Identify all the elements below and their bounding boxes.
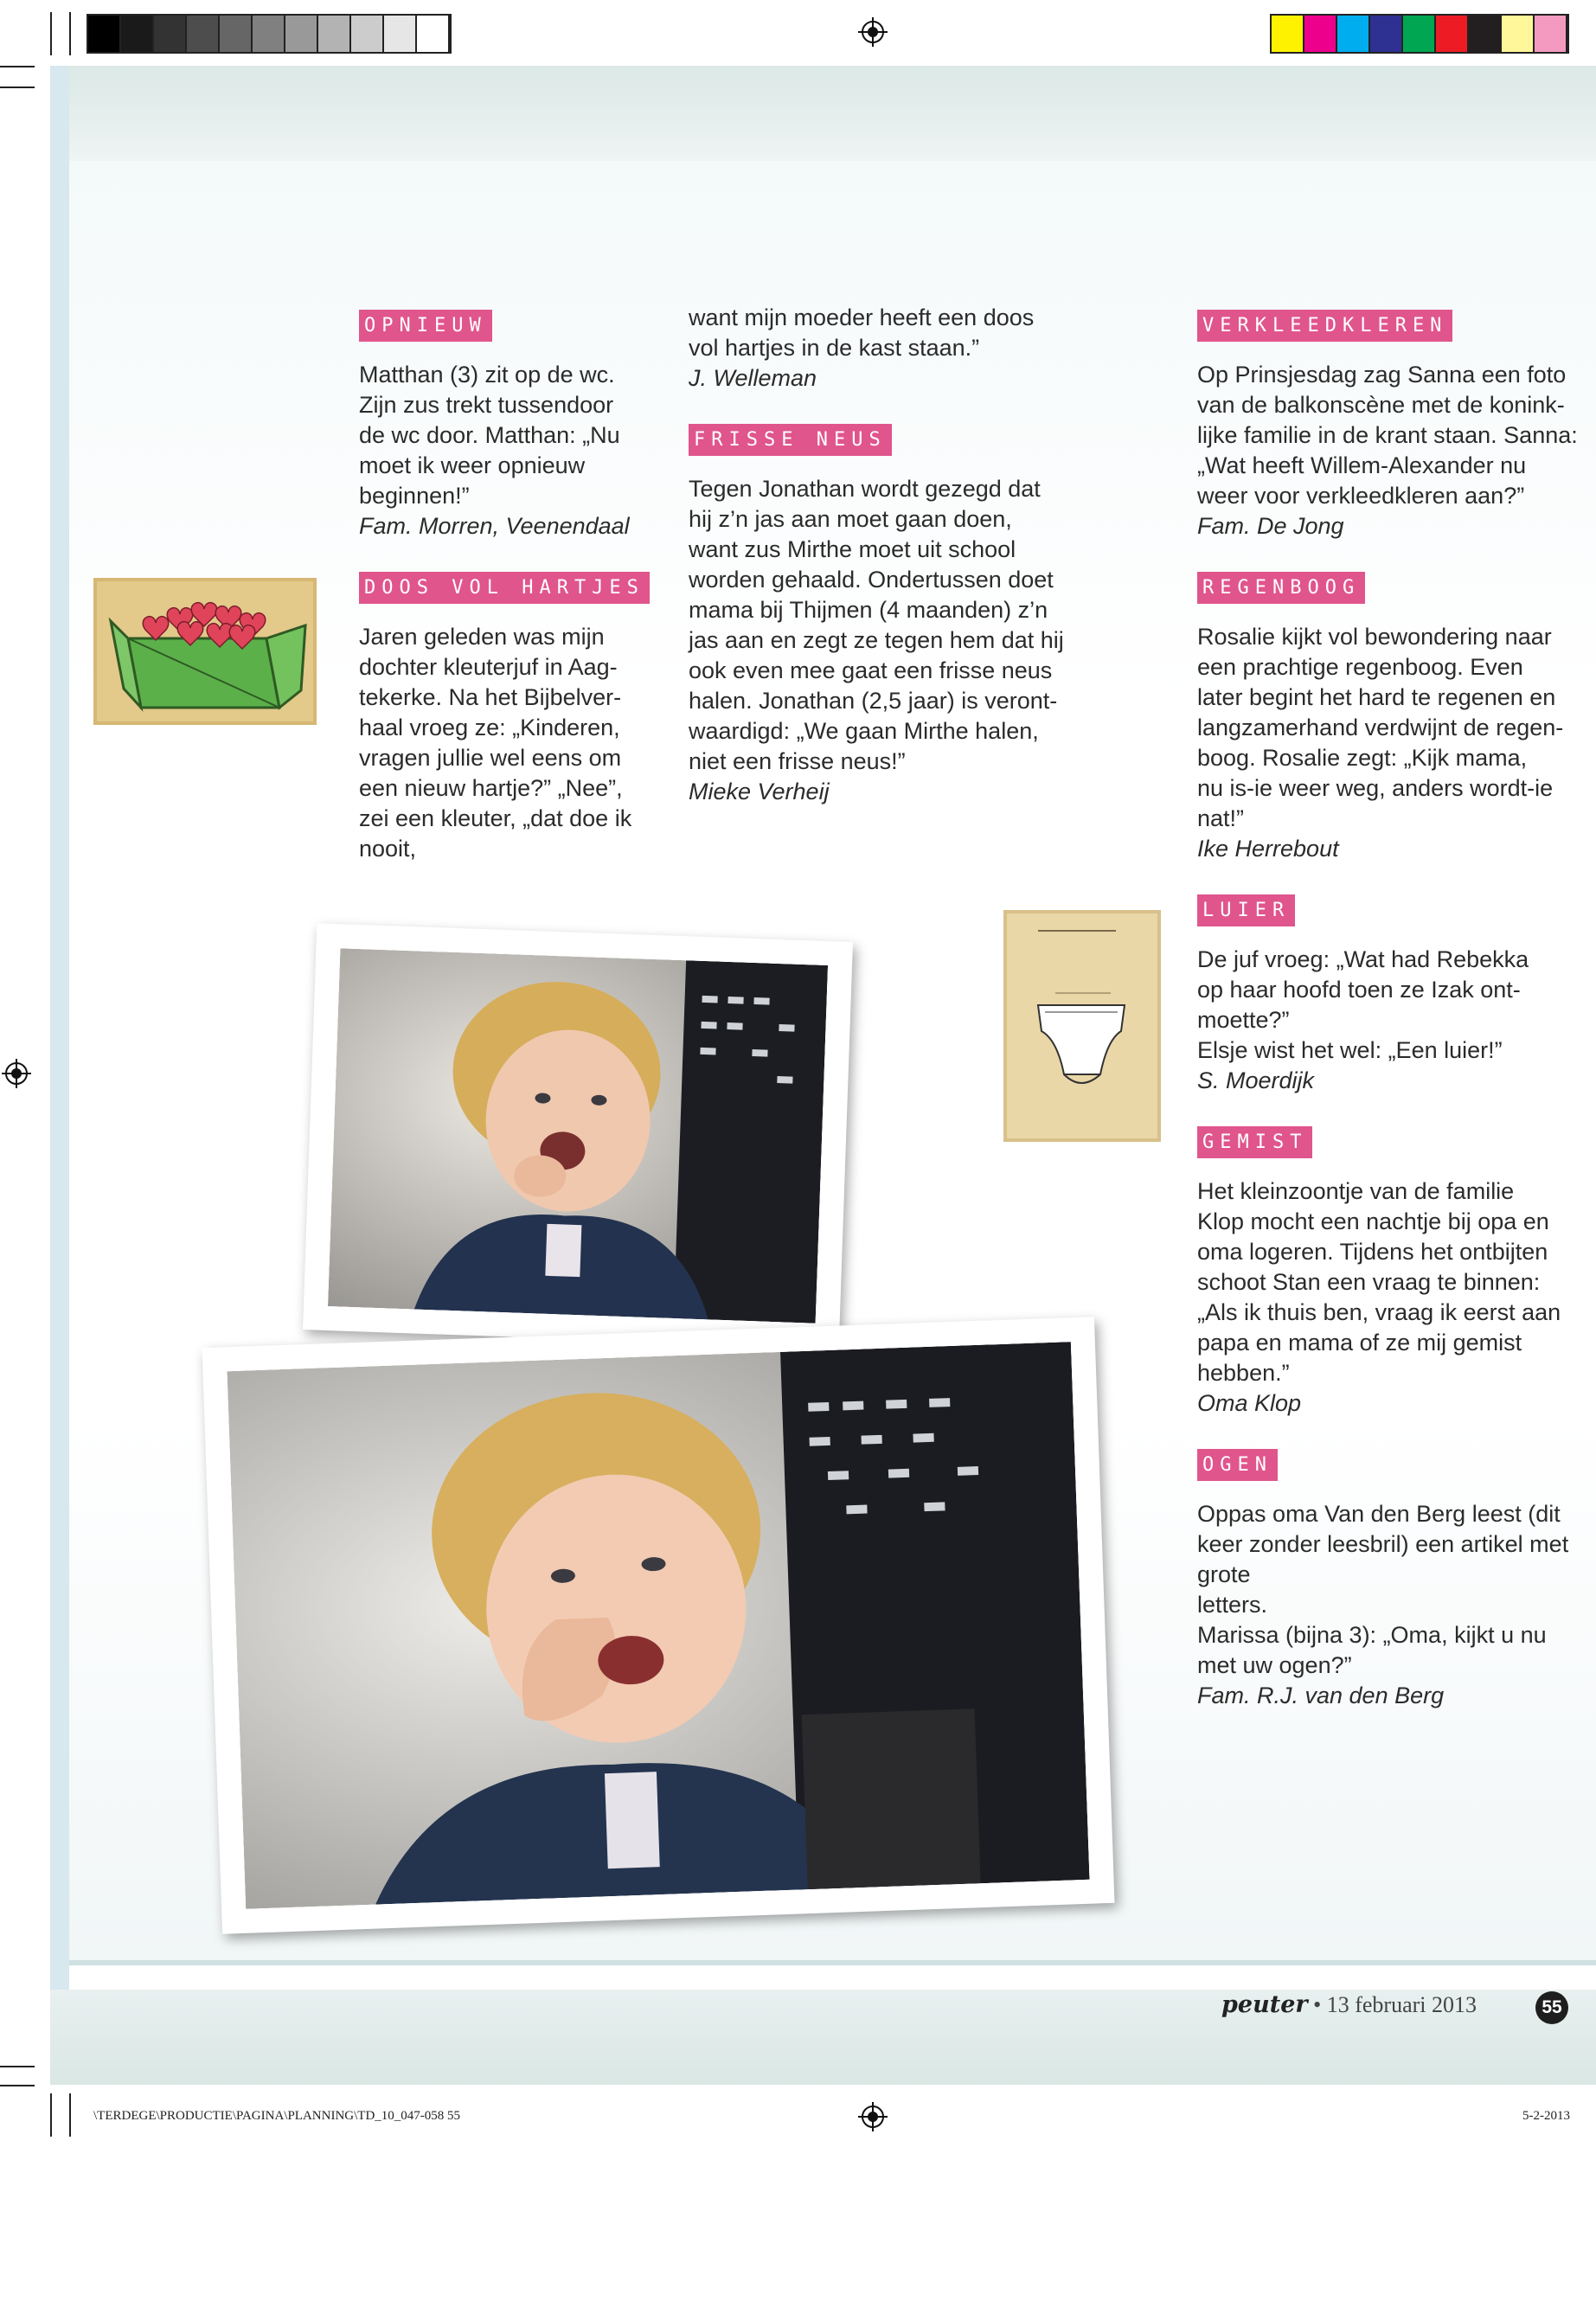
column-2 (689, 303, 1069, 836)
article-line: tekerke. Na het Bijbelver- (359, 684, 622, 710)
article-line: weer voor verkleedkleren aan?” (1197, 483, 1525, 509)
article-signature: S. Moerdijk (1197, 1067, 1315, 1093)
footer-rule (69, 1960, 1596, 1965)
toddler-photo (227, 1342, 1089, 1909)
article-line: worden gehaald. Ondertussen doet (689, 567, 1054, 593)
article-line: moette?” (1197, 1007, 1290, 1033)
crop-mark (69, 2093, 71, 2137)
article-line: Op Prinsjesdag zag Sanna een foto (1197, 362, 1567, 388)
article-line: een prachtige regenboog. Even (1197, 654, 1523, 680)
color-swatch (384, 16, 417, 52)
cmyk-color-bar (1270, 14, 1569, 54)
color-swatch (1403, 16, 1436, 52)
color-swatch (1337, 16, 1370, 52)
section-label: OPNIEUW (359, 310, 492, 342)
article-line: de wc door. Matthan: „Nu (359, 422, 620, 448)
article-frisse-neus (689, 423, 1069, 807)
article-line: Oppas oma Van den Berg leest (dit (1197, 1501, 1561, 1527)
article-line: Tegen Jonathan wordt gezegd dat (689, 476, 1041, 502)
color-swatch (1272, 16, 1304, 52)
article-line: grote (1197, 1561, 1251, 1587)
color-swatch (1370, 16, 1403, 52)
color-swatch (121, 16, 154, 52)
issue-date: • 13 februari 2013 (1313, 1992, 1477, 2017)
color-swatch (220, 16, 253, 52)
color-swatch (154, 16, 187, 52)
article-line: met uw ogen?” (1197, 1652, 1352, 1678)
color-swatch (1304, 16, 1337, 52)
article-line: keer zonder leesbril) een artikel met (1197, 1531, 1569, 1557)
page-number-badge: 55 (1535, 1991, 1568, 2024)
color-swatch (88, 16, 121, 52)
photo-frame (303, 923, 853, 1348)
grayscale-color-bar (87, 14, 452, 54)
registration-mark-icon (858, 17, 888, 47)
section-label: FRISSE NEUS (689, 424, 892, 456)
article-line: halen. Jonathan (2,5 jaar) is veront- (689, 688, 1058, 714)
article-line: want zus Mirthe moet uit school (689, 536, 1016, 562)
article-line: zei een kleuter, „dat doe ik (359, 805, 632, 831)
article-line: niet een frisse neus!” (689, 748, 906, 774)
article-line: „Als ik thuis ben, vraag ik eerst aan (1197, 1299, 1561, 1325)
article-line: Zijn zus trekt tussendoor (359, 392, 614, 418)
crop-mark (0, 66, 35, 67)
section-label: GEMIST (1197, 1126, 1312, 1158)
slug-path: \TERDEGE\PRODUCTIE\PAGINA\PLANNING\TD_10_047-058 55 (93, 2109, 461, 2123)
color-swatch (285, 16, 318, 52)
article-line: langzamerhand verdwijnt de regen- (1197, 715, 1564, 740)
article-line: De juf vroeg: „Wat had Rebekka (1197, 946, 1529, 972)
section-label: VERKLEEDKLEREN (1197, 310, 1452, 342)
article-line: Matthan (3) zit op de wc. (359, 362, 615, 388)
magazine-footer (1221, 1991, 1477, 2018)
article-doos-vol-hartjes (359, 571, 657, 864)
article-signature: Oma Klop (1197, 1390, 1302, 1416)
article-doos-vol-hartjes-continued (689, 303, 1069, 394)
article-signature: Mieke Verheij (689, 779, 830, 804)
left-margin-band (50, 66, 69, 2085)
article-line: hebben.” (1197, 1360, 1290, 1386)
diaper-illustration (1003, 910, 1161, 1142)
article-opnieuw (359, 309, 657, 542)
article-line: Marissa (bijna 3): „Oma, kijkt u nu (1197, 1622, 1547, 1648)
article-line: Klop mocht een nachtje bij opa en (1197, 1208, 1549, 1234)
section-label: OGEN (1197, 1449, 1278, 1481)
color-swatch (1535, 16, 1567, 52)
article-line: mama bij Thijmen (4 maanden) z’n (689, 597, 1048, 623)
color-swatch (417, 16, 450, 52)
article-line: Elsje wist het wel: „Een luier!” (1197, 1037, 1503, 1063)
article-gemist (1197, 1125, 1582, 1419)
article-line: papa en mama of ze mij gemist (1197, 1330, 1522, 1356)
article-line: Jaren geleden was mijn (359, 624, 605, 650)
article-line: nooit, (359, 836, 417, 862)
article-line: vol hartjes in de kast staan.” (689, 335, 980, 361)
registration-mark-icon (2, 1059, 31, 1088)
article-line: Rosalie kijkt vol bewondering naar (1197, 624, 1552, 650)
column-3 (1197, 309, 1582, 1740)
article-line: beginnen!” (359, 483, 470, 509)
crop-mark (0, 2085, 35, 2086)
article-signature: Fam. De Jong (1197, 513, 1344, 539)
article-line: een nieuw hartje?” „Nee”, (359, 775, 623, 801)
article-ogen (1197, 1448, 1582, 1711)
article-line: lijke familie in de krant staan. Sanna: (1197, 422, 1578, 448)
crop-mark (50, 12, 52, 55)
article-line: letters. (1197, 1592, 1268, 1618)
photo-frame (202, 1317, 1114, 1934)
crop-mark (0, 2066, 35, 2067)
color-swatch (1502, 16, 1535, 52)
section-label: REGENBOOG (1197, 572, 1365, 604)
section-label: DOOS VOL HARTJES (359, 572, 650, 604)
article-signature: Fam. R.J. van den Berg (1197, 1682, 1445, 1708)
article-signature: J. Welleman (689, 365, 817, 391)
magazine-brand: peuter (1221, 1991, 1308, 2018)
color-swatch (318, 16, 351, 52)
article-line: haal vroeg ze: „Kinderen, (359, 715, 620, 740)
toddler-photo (328, 948, 828, 1323)
article-line: moet ik weer opnieuw (359, 452, 586, 478)
article-line: op haar hoofd toen ze Izak ont- (1197, 977, 1521, 1003)
color-swatch (187, 16, 220, 52)
slug-date: 5-2-2013 (1522, 2109, 1570, 2123)
article-line: later begint het hard te regenen en (1197, 684, 1556, 710)
article-line: jas aan en zegt ze tegen hem dat hij (689, 627, 1064, 653)
article-signature: Fam. Morren, Veenendaal (359, 513, 630, 539)
article-line: hij z’n jas aan moet gaan doen, (689, 506, 1012, 532)
crop-mark (69, 12, 71, 55)
article-line: ook even mee gaat een frisse neus (689, 657, 1053, 683)
color-swatch (1469, 16, 1502, 52)
article-line: waardigd: „We gaan Mirthe halen, (689, 718, 1039, 744)
color-swatch (1436, 16, 1469, 52)
column-1 (359, 309, 657, 894)
article-line: Het kleinzoontje van de familie (1197, 1178, 1515, 1204)
article-luier (1197, 894, 1582, 1096)
crop-mark (50, 2093, 52, 2137)
article-line: van de balkonscène met de konink- (1197, 392, 1565, 418)
section-label: LUIER (1197, 894, 1295, 926)
article-line: nat!” (1197, 805, 1245, 831)
article-line: want mijn moeder heeft een doos (689, 304, 1035, 330)
article-line: boog. Rosalie zegt: „Kijk mama, (1197, 745, 1528, 771)
crop-mark (0, 87, 35, 88)
paper-texture-header (50, 66, 1596, 161)
article-line: schoot Stan een vraag te binnen: (1197, 1269, 1541, 1295)
article-verkleedkleren (1197, 309, 1582, 542)
article-line: dochter kleuterjuf in Aag- (359, 654, 618, 680)
article-line: „Wat heeft Willem-Alexander nu (1197, 452, 1527, 478)
article-line: vragen jullie wel eens om (359, 745, 622, 771)
article-line: nu is-ie weer weg, anders wordt-ie (1197, 775, 1554, 801)
heart-box-illustration (93, 578, 317, 725)
color-swatch (351, 16, 384, 52)
color-swatch (253, 16, 285, 52)
article-regenboog (1197, 571, 1582, 864)
registration-mark-icon (858, 2102, 888, 2131)
article-line: oma logeren. Tijdens het ontbijten (1197, 1239, 1548, 1265)
article-signature: Ike Herrebout (1197, 836, 1339, 862)
